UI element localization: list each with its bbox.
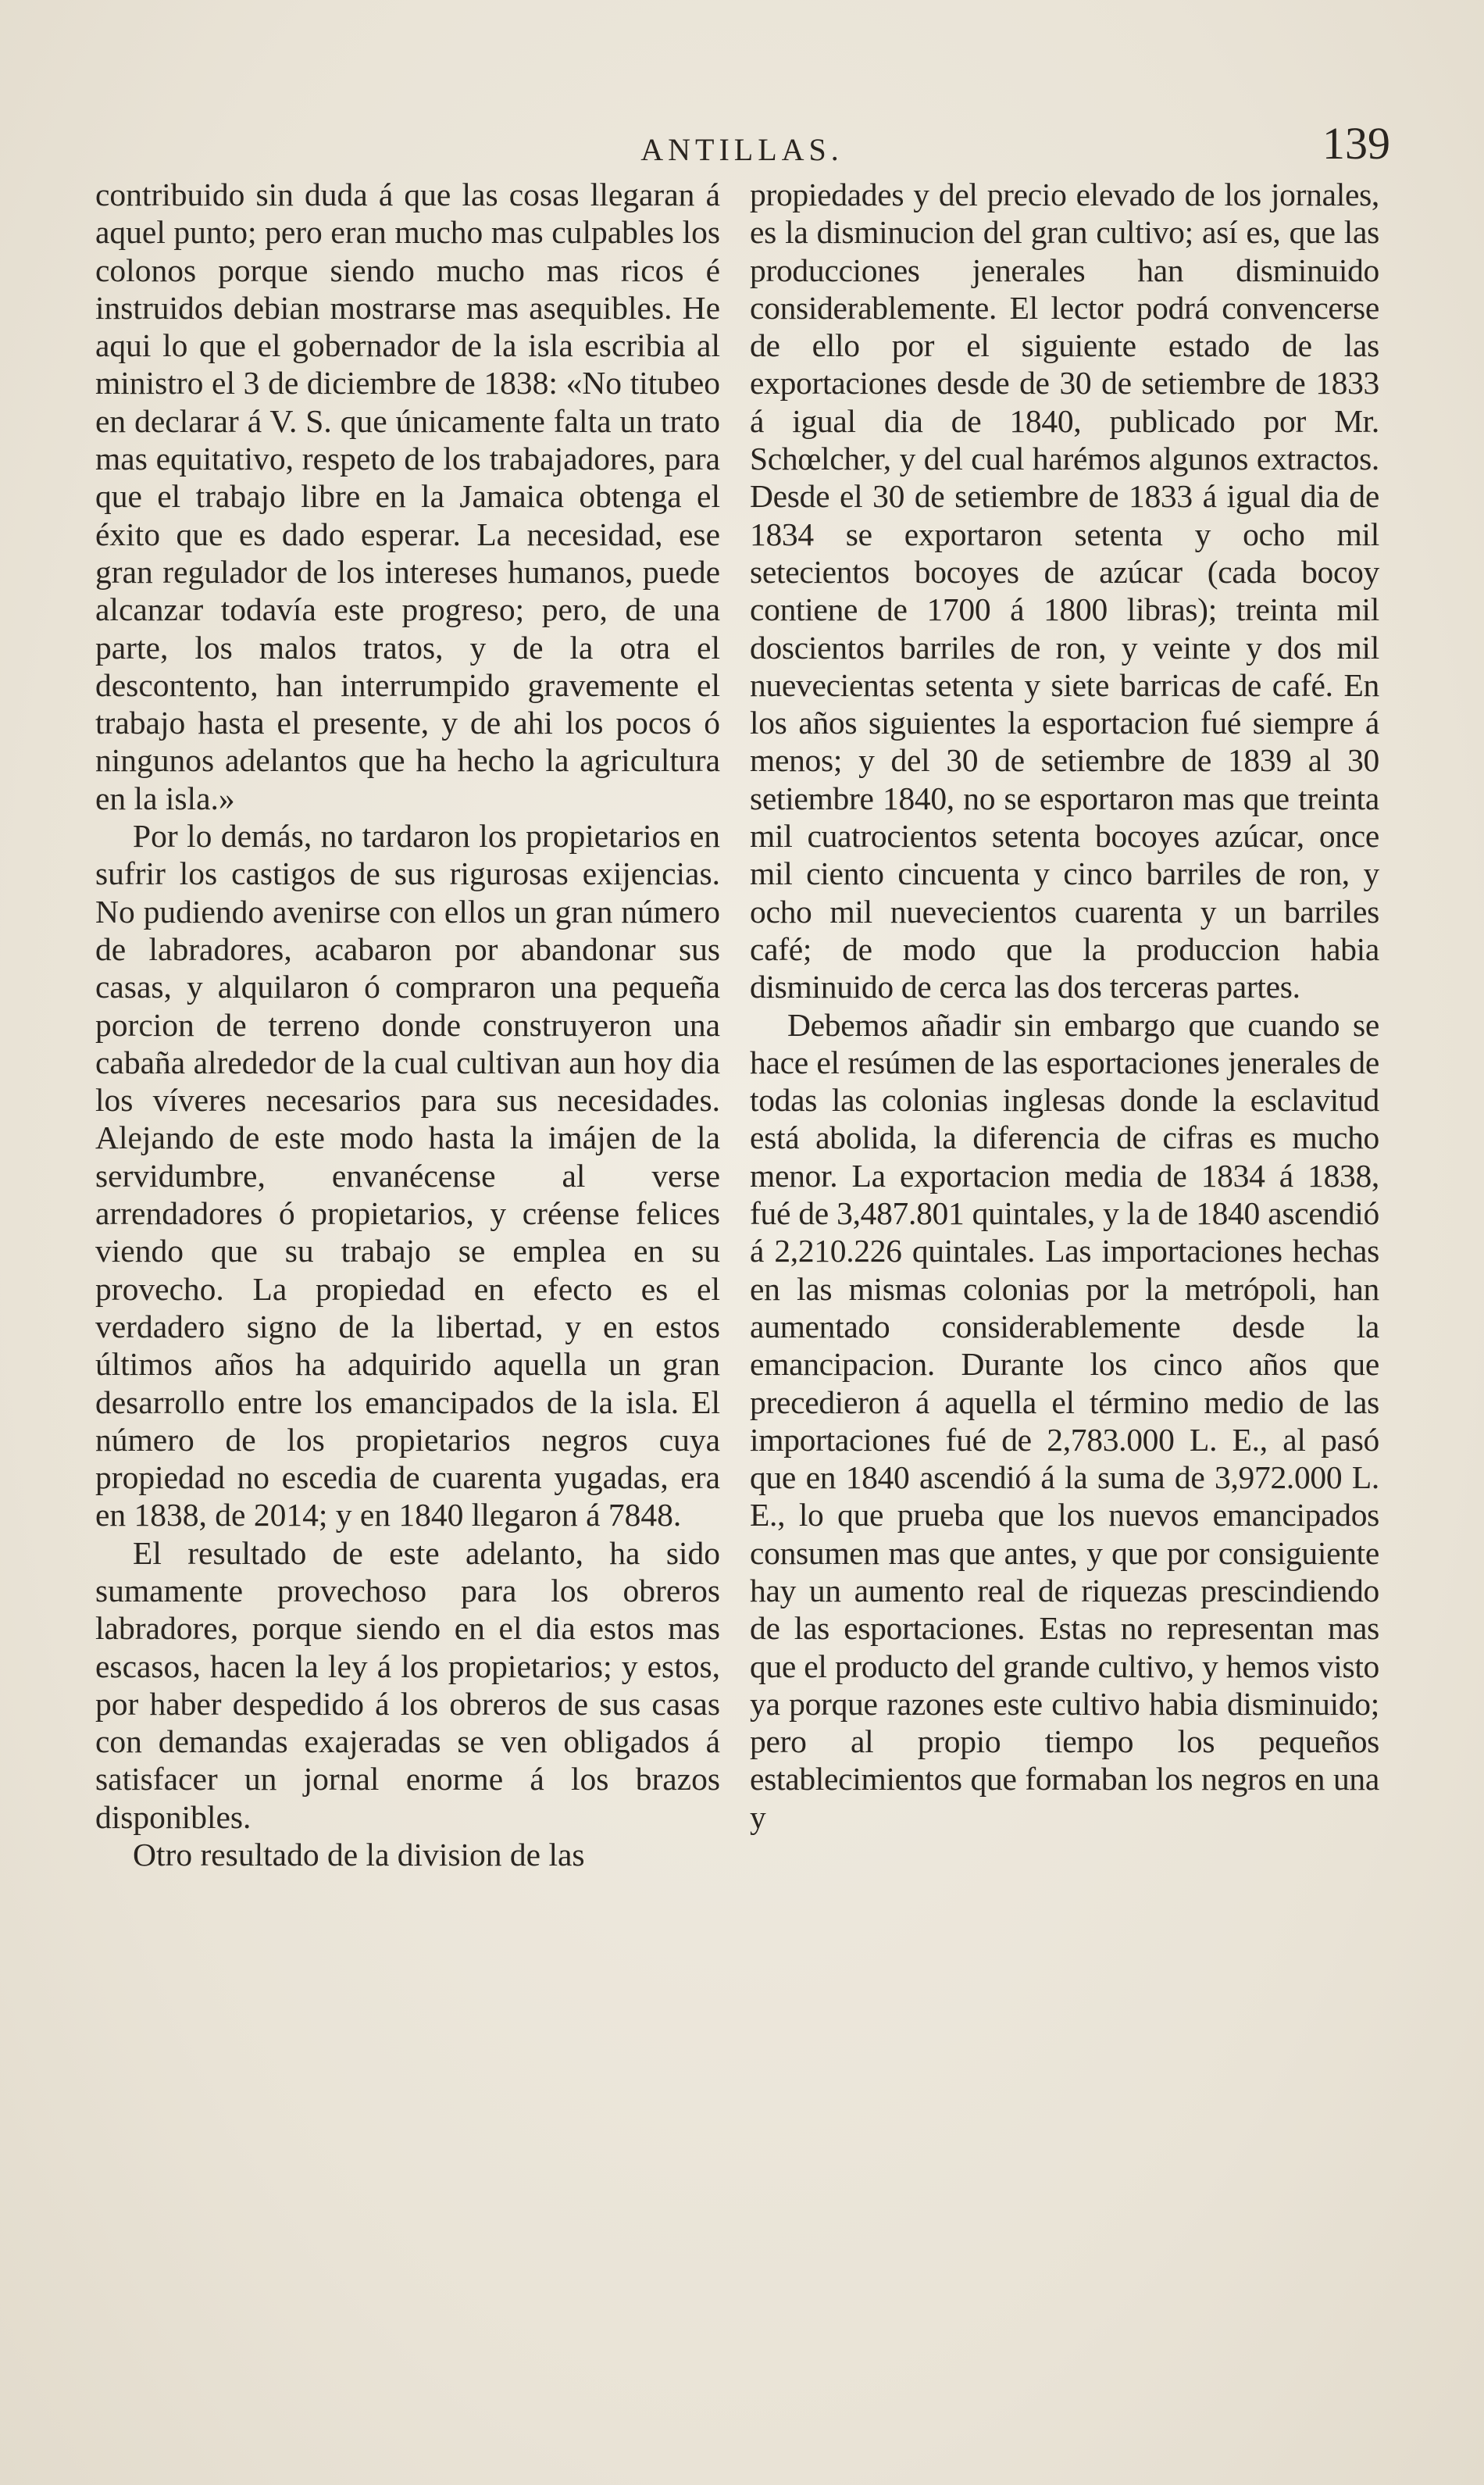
paragraph: El resultado de este adelanto, ha sido sumamente provechoso para los obreros labradores, porque siendo en el dia estos mas escasos, hacen la ley á los propietarios; y estos, por haber despedido á los obreros de sus casas con demandas exajeradas se ven obligados á satisfacer un jornal enorme á los brazos disponibles. (95, 1534, 720, 1835)
page-number: 139 (1322, 118, 1390, 169)
paragraph: Otro resultado de la division de las (133, 1837, 585, 1873)
paragraph: Por lo demás, no tardaron los propietarios en sufrir los castigos de sus rigurosas exijencias. No pudiendo avenirse con ellos un gran número de labradores, acabaron por abandonar sus casas, y alquilaron ó compraron una pequeña porcion de terreno donde construyeron una cabaña alrededor de la cual cultivan aun hoy dia los víveres necesarios para sus necesidades. Alejando de este modo hasta la imájen de la servidumbre, envanécense al verse arrendadores ó propietarios, y créense felices viendo que su trabajo se emplea en su provecho. La propiedad en efecto es el verdadero signo de la libertad, y en estos últimos años ha adquirido aquella un gran desarrollo entre los emancipados de la isla. El número de los propietarios negros cuya propiedad no escedia de cuarenta yugadas, era en 1838, de 2014; y en 1840 llegaron á 7848. (95, 818, 720, 1533)
paragraph: contribuido sin duda á que las cosas llegaran á aquel punto; pero eran mucho mas culpables los colonos porque siendo mucho mas ricos é instruidos debian mostrarse mas asequibles. He aqui lo que el gobernador de la isla escribia al ministro el 3 de diciembre de 1838: «No titubeo en declarar á V. S. que únicamente falta un trato mas equitativo, respeto de los trabajadores, para que el trabajo libre en la Jamaica obtenga el éxito que es dado esperar. La necesidad, ese gran regulador de los intereses humanos, puede alcanzar todavía este progreso; pero, de una parte, los malos tratos, y de la otra el descontento, han interrumpido gravemente el trabajo hasta el presente, y de ahi los pocos ó ningunos adelantos que ha hecho la agricultura en la isla.» (95, 177, 720, 816)
running-title: ANTILLAS. (640, 132, 844, 167)
left-column (95, 176, 720, 1873)
running-header (94, 117, 1390, 180)
right-column (750, 176, 1379, 1836)
paragraph: Debemos añadir sin embargo que cuando se hace el resúmen de las esportaciones jenerales de todas las colonias inglesas donde la esclavitud está abolida, la diferencia de cifras es mucho menor. La exportacion media de 1834 á 1838, fué de 3,487.801 quintales, y la de 1840 ascendió á 2,210.226 quintales. Las importaciones hechas en las mismas colonias por la metrópoli, han aumentado considerablemente desde la emancipacion. Durante los cinco años que precedieron á aquella el término medio de las importaciones fué de 2,783.000 L. E., al pasó que en 1840 ascendió á la suma de 3,972.000 L. E., lo que prueba que los nuevos emancipados consumen mas que antes, y que por consiguiente hay un aumento real de riquezas prescindiendo de las esportaciones. Estas no representan mas que el producto del grande cultivo, y hemos visto ya porque razones este cultivo habia disminuido; pero al propio tiempo los pequeños establecimientos que formaban los negros en una y (750, 1006, 1379, 1835)
paragraph: propiedades y del precio elevado de los jornales, es la disminucion del gran cultivo; así es, que las producciones jenerales han disminuido considerablemente. El lector podrá convencerse de ello por el siguiente estado de las exportaciones desde de 30 de setiembre de 1833 á igual dia de 1840, publicado por Mr. Schœlcher, y del cual harémos algunos extractos. Desde el 30 de setiembre de 1833 á igual dia de 1834 se exportaron setenta y ocho mil setecientos bocoyes de azúcar (cada bocoy contiene de 1700 á 1800 libras); treinta mil doscientos barriles de ron, y veinte y dos mil nuevecientas setenta y siete barricas de café. En los años siguientes la esportacion fué siempre á menos; y del 30 de setiembre de 1839 al 30 setiembre 1840, no se esportaron mas que treinta mil cuatrocientos setenta bocoyes azúcar, once mil ciento cincuenta y cinco barriles de ron, y ocho mil nuevecientos cuarenta y un barriles café; de modo que la produccion habia disminuido de cerca las dos terceras partes. (750, 177, 1379, 1005)
